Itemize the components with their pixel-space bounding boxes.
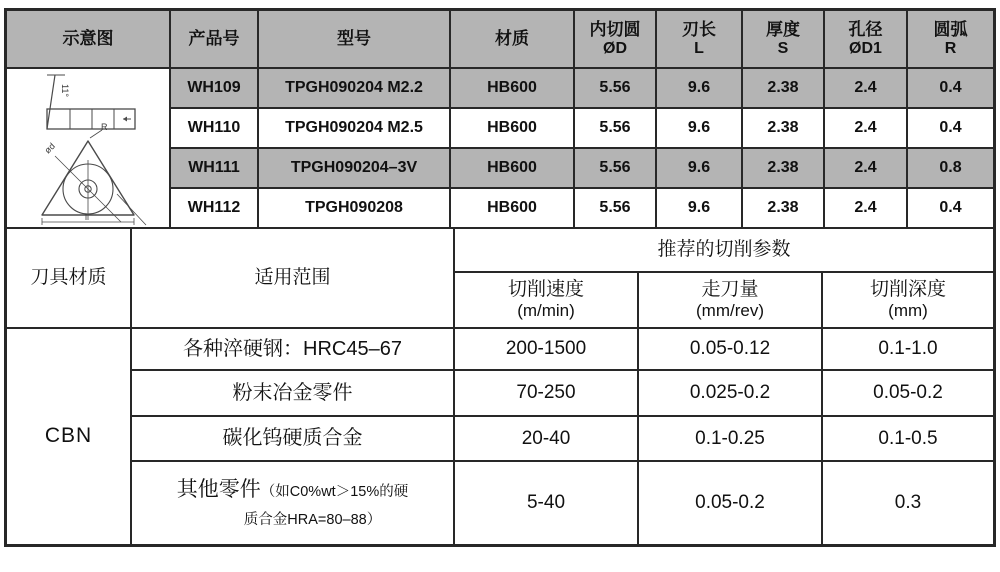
cell-application-other-parts	[132, 462, 453, 544]
header-inscribed-circle	[575, 11, 655, 67]
cell-d1-wh110: 2.4	[825, 109, 906, 147]
header-cutting-depth	[823, 273, 993, 327]
cell-product-wh110: WH110	[171, 109, 257, 147]
header-feed-rate-cn: 走刀量	[701, 279, 759, 301]
header-feed-rate	[639, 273, 821, 327]
cell-l-wh110: 9.6	[657, 109, 741, 147]
header-cutting-speed	[455, 273, 637, 327]
cell-feed-other-parts: 0.05-0.2	[639, 462, 821, 544]
cell-feed-tungsten-carbide: 0.1-0.25	[639, 417, 821, 460]
cell-product-wh111: WH111	[171, 149, 257, 187]
header-corner-radius-symbol: R	[944, 39, 957, 57]
header-model	[259, 11, 449, 67]
schematic-hole-label: ød	[42, 140, 57, 156]
header-recommended-params: 推荐的切削参数	[455, 229, 993, 271]
spec-table	[4, 8, 996, 547]
product-spec-grid	[7, 11, 993, 227]
cell-s-wh110: 2.38	[743, 109, 823, 147]
cell-d-wh111: 5.56	[575, 149, 655, 187]
cell-r-wh112: 0.4	[908, 189, 993, 227]
header-cutting-depth-cn: 切削深度	[869, 279, 946, 301]
header-schematic	[7, 11, 169, 67]
cell-feed-hardened-steel: 0.05-0.12	[639, 329, 821, 369]
header-edge-length	[657, 11, 741, 67]
other-parts-note-line1: （如C0%wt＞15%的硬	[260, 483, 409, 500]
cell-material-wh109: HB600	[451, 69, 573, 107]
cell-model-wh109: TPGH090204 M2.2	[259, 69, 449, 107]
cell-model-wh110: TPGH090204 M2.5	[259, 109, 449, 147]
header-corner-radius-cn: 圆弧	[933, 20, 968, 40]
other-parts-note-line2: 质合金HRA=80–88）	[243, 511, 382, 528]
header-hole-diameter	[825, 11, 906, 67]
header-corner-radius	[908, 11, 993, 67]
cutting-params-grid	[7, 229, 993, 544]
cell-r-wh110: 0.4	[908, 109, 993, 147]
cell-d-wh112: 5.56	[575, 189, 655, 227]
header-thickness-cn: 厚度	[766, 20, 800, 40]
header-cutting-depth-unit: (mm)	[888, 301, 928, 321]
cell-speed-powder-metallurgy: 70-250	[455, 371, 637, 415]
cell-d1-wh109: 2.4	[825, 69, 906, 107]
cell-depth-tungsten-carbide: 0.1-0.5	[823, 417, 993, 460]
cell-depth-hardened-steel: 0.1-1.0	[823, 329, 993, 369]
header-hole-diameter-cn: 孔径	[848, 20, 883, 40]
cell-speed-other-parts: 5-40	[455, 462, 637, 544]
header-edge-length-symbol: L	[694, 39, 704, 57]
cell-d-wh109: 5.56	[575, 69, 655, 107]
header-inscribed-circle-symbol: ØD	[603, 39, 627, 57]
header-material-label: 材质	[495, 29, 529, 49]
cell-l-wh112: 9.6	[657, 189, 741, 227]
cell-d1-wh111: 2.4	[825, 149, 906, 187]
cell-product-wh112: WH112	[171, 189, 257, 227]
header-edge-length-cn: 刃长	[682, 20, 716, 40]
cell-tool-material-cbn: CBN	[7, 329, 130, 544]
insert-schematic-cell	[7, 69, 169, 227]
header-cutting-speed-cn: 切削速度	[507, 279, 584, 301]
header-product-label: 产品号	[188, 29, 240, 49]
cell-speed-tungsten-carbide: 20-40	[455, 417, 637, 460]
cell-material-wh110: HB600	[451, 109, 573, 147]
other-parts-text	[132, 478, 453, 529]
cell-r-wh109: 0.4	[908, 69, 993, 107]
cell-depth-other-parts: 0.3	[823, 462, 993, 544]
other-parts-label: 其他零件	[176, 477, 261, 501]
header-thickness-symbol: S	[777, 39, 789, 57]
cell-r-wh111: 0.8	[908, 149, 993, 187]
insert-schematic-drawing	[13, 70, 163, 226]
header-cutting-speed-unit: (m/min)	[517, 301, 575, 321]
header-schematic-label: 示意图	[62, 29, 114, 49]
header-material	[451, 11, 573, 67]
header-product-no	[171, 11, 257, 67]
cell-l-wh109: 9.6	[657, 69, 741, 107]
cell-model-wh111: TPGH090204–3V	[259, 149, 449, 187]
cell-model-wh112: TPGH090208	[259, 189, 449, 227]
cell-l-wh111: 9.6	[657, 149, 741, 187]
header-hole-diameter-symbol: ØD1	[849, 39, 882, 57]
cell-d-wh110: 5.56	[575, 109, 655, 147]
cell-application-powder-metallurgy: 粉末冶金零件	[132, 371, 453, 415]
header-tool-material: 刀具材质	[7, 229, 130, 327]
schematic-radius-label: R	[101, 122, 108, 132]
cell-application-hardened-steel: 各种淬硬钢：HRC45–67	[132, 329, 453, 369]
schematic-angle-label: 11°	[60, 84, 70, 97]
cell-material-wh112: HB600	[451, 189, 573, 227]
cell-feed-powder-metallurgy: 0.025-0.2	[639, 371, 821, 415]
header-thickness	[743, 11, 823, 67]
cell-s-wh109: 2.38	[743, 69, 823, 107]
cell-application-tungsten-carbide: 碳化钨硬质合金	[132, 417, 453, 460]
cell-speed-hardened-steel: 200-1500	[455, 329, 637, 369]
cell-product-wh109: WH109	[171, 69, 257, 107]
cell-d1-wh112: 2.4	[825, 189, 906, 227]
cell-s-wh111: 2.38	[743, 149, 823, 187]
cell-s-wh112: 2.38	[743, 189, 823, 227]
cell-material-wh111: HB600	[451, 149, 573, 187]
header-inscribed-circle-cn: 内切圆	[589, 20, 641, 40]
cell-depth-powder-metallurgy: 0.05-0.2	[823, 371, 993, 415]
header-application-range: 适用范围	[132, 229, 453, 327]
schematic-length-label: l	[85, 212, 87, 222]
header-model-label: 型号	[337, 29, 371, 49]
header-feed-rate-unit: (mm/rev)	[696, 301, 764, 321]
